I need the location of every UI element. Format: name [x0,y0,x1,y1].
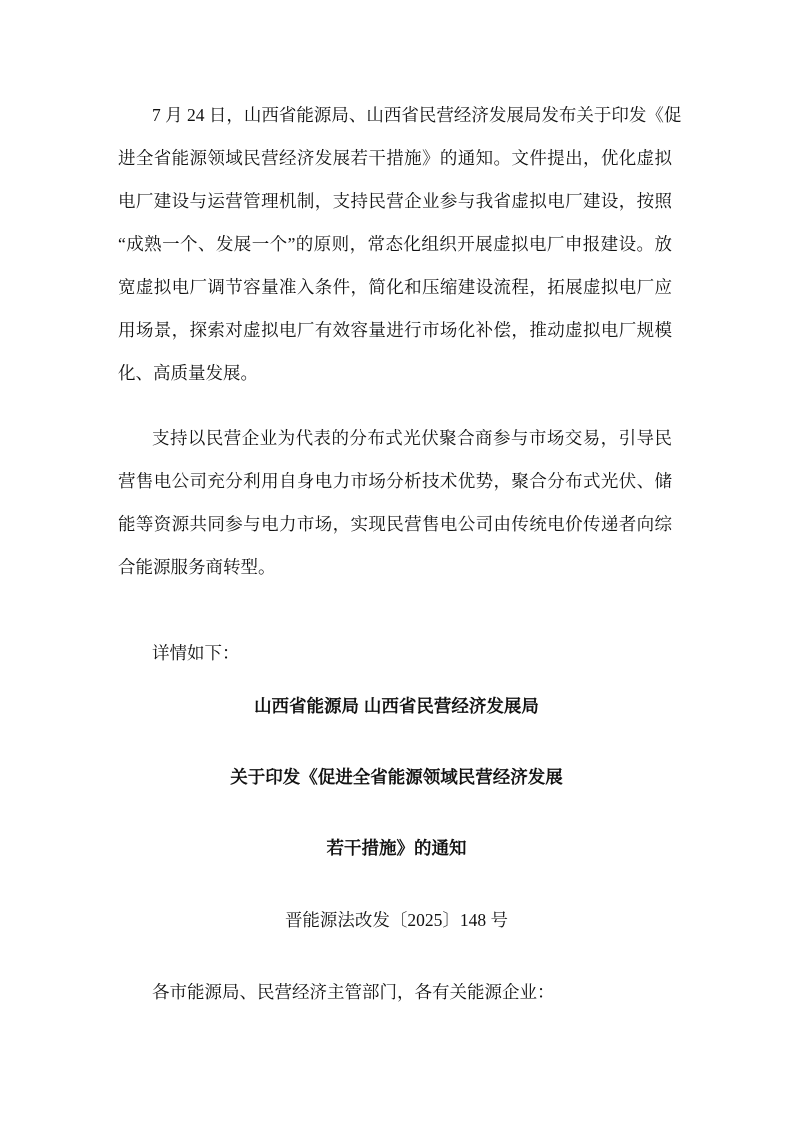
paragraph-1-line: 进全省能源领域民营经济发展若干措施》的通知。文件提出，优化虚拟 [118,148,672,168]
paragraph-1-line: 7 月 24 日，山西省能源局、山西省民营经济发展局发布关于印发《促 [152,105,682,125]
paragraph-2-line: 支持以民营企业为代表的分布式光伏聚合商参与市场交易，引导民 [152,428,672,448]
paragraph-1-line: 用场景，探索对虚拟电厂有效容量进行市场化补偿，推动虚拟电厂规模 [118,320,672,340]
details-intro: 详情如下： [152,643,240,663]
paragraph-2-line: 营售电公司充分利用自身电力市场分析技术优势，聚合分布式光伏、储 [118,471,672,491]
paragraph-1-line: “成熟一个、发展一个”的原则，常态化组织开展虚拟电厂申报建设。放 [118,234,672,254]
notice-title-line: 关于印发《促进全省能源领域民营经济发展 [230,767,563,787]
salutation: 各市能源局、民营经济主管部门，各有关能源企业： [152,982,555,1002]
notice-title-line: 若干措施》的通知 [326,838,467,858]
paragraph-2-line: 合能源服务商转型。 [118,557,276,577]
notice-title-line: 山西省能源局 山西省民营经济发展局 [254,696,539,716]
paragraph-1-line: 电厂建设与运营管理机制，支持民营企业参与我省虚拟电厂建设，按照 [118,191,672,211]
document-number: 晋能源法改发〔2025〕148 号 [284,910,509,930]
paragraph-1-line: 化、高质量发展。 [118,363,258,383]
paragraph-2-line: 能等资源共同参与电力市场，实现民营售电公司由传统电价传递者向综 [118,514,672,534]
paragraph-1-line: 宽虚拟电厂调节容量准入条件，简化和压缩建设流程，拓展虚拟电厂应 [118,277,672,297]
